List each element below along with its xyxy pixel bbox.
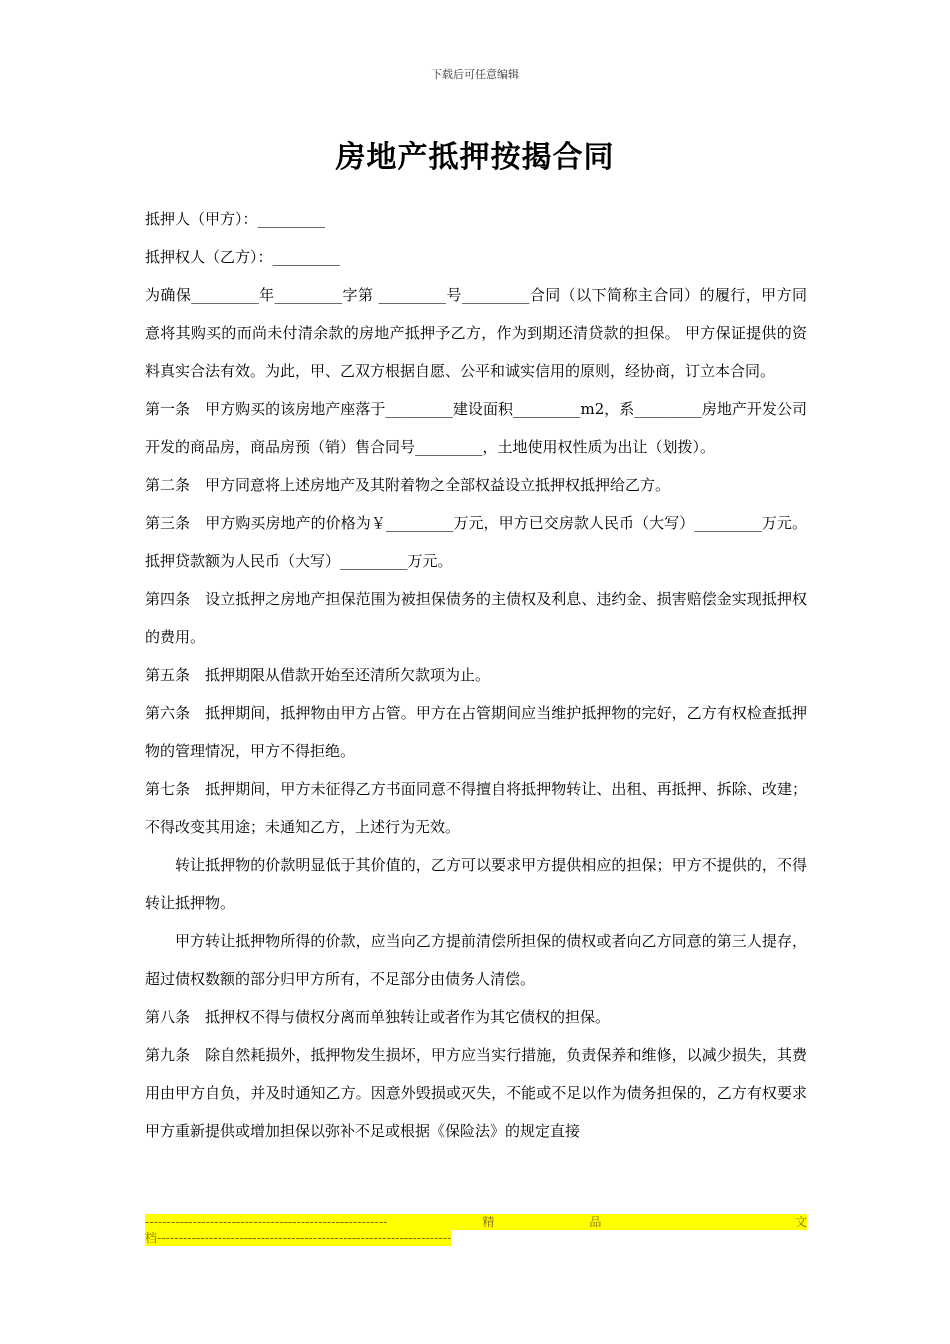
document-title: 房地产抵押按揭合同 [335,140,615,175]
footer-char-3: 文 [794,1215,807,1229]
footer-line-2: 档-------------------------------------------------------------------- [145,1231,452,1245]
paragraph-article-6: 第六条 抵押期间，抵押物由甲方占管。甲方在占管期间应当维护抵押物的完好，乙方有权检查抵押物的管理情况，甲方不得拒绝。 [145,704,807,760]
paragraph-article-3: 第三条 甲方购买房地产的价格为￥_________万元，甲方已交房款人民币（大写）_________万元。抵押贷款额为人民币（大写）_________万元。 [145,514,807,570]
paragraph-article-8: 第八条 抵押权不得与债权分离而单独转让或者作为其它债权的担保。 [145,1008,611,1026]
paragraph-preamble: 为确保_________年_________字第 _________号_________合同（以下简称主合同）的履行，甲方同意将其购买的而尚未付清余款的房地产抵押予乙方，作为到期还清贷款的担保。 甲方保证提供的资料真实合法有效。为此，甲、乙双方根据自愿、公平和诚实信用的原则，经协商，订立本合同。 [145,286,807,380]
contract-body [145,200,807,1150]
footer-char-1: 精 [482,1215,495,1229]
paragraph-article-7-sub-2: 甲方转让抵押物所得的价款，应当向乙方提前清偿所担保的债权或者向乙方同意的第三人提存，超过债权数额的部分归甲方所有，不足部分由债务人清偿。 [145,932,807,988]
paragraph-article-7-sub-1: 转让抵押物的价款明显低于其价值的，乙方可以要求甲方提供相应的担保；甲方不提供的，不得转让抵押物。 [145,856,807,912]
paragraph-article-1: 第一条 甲方购买的该房地产座落于_________建设面积_________m2，系_________房地产开发公司开发的商品房，商品房预（销）售合同号_________，土地使用权性质为出让（划拨）。 [145,400,807,456]
paragraph-article-9: 第九条 除自然耗损外，抵押物发生损坏，甲方应当实行措施，负责保养和维修，以减少损失，其费用由甲方自负，并及时通知乙方。因意外毁损或灭失，不能或不足以作为债务担保的，乙方有权要求甲方重新提供或增加担保以弥补不足或根据《保险法》的规定直接 [145,1046,807,1140]
footer-dashes: -------------------------------------------------------- [145,1215,388,1229]
footer-line-1 [145,1214,807,1230]
paragraph-party-b: 抵押权人（乙方）：_________ [145,248,341,266]
header-note: 下载后可任意编辑 [431,68,519,81]
paragraph-party-a: 抵押人（甲方）：_________ [145,210,326,228]
paragraph-article-5: 第五条 抵押期限从借款开始至还清所欠款项为止。 [145,666,491,684]
footer-watermark [145,1214,807,1246]
footer-char-2: 品 [589,1215,602,1229]
paragraph-article-4: 第四条 设立抵押之房地产担保范围为被担保债务的主债权及利息、违约金、损害赔偿金实现抵押权的费用。 [145,590,807,646]
paragraph-article-2: 第二条 甲方同意将上述房地产及其附着物之全部权益设立抵押权抵押给乙方。 [145,476,671,494]
paragraph-article-7: 第七条 抵押期间，甲方未征得乙方书面同意不得擅自将抵押物转让、出租、再抵押、拆除、改建；不得改变其用途；未通知乙方，上述行为无效。 [145,780,807,836]
footer-gap [696,1214,700,1230]
